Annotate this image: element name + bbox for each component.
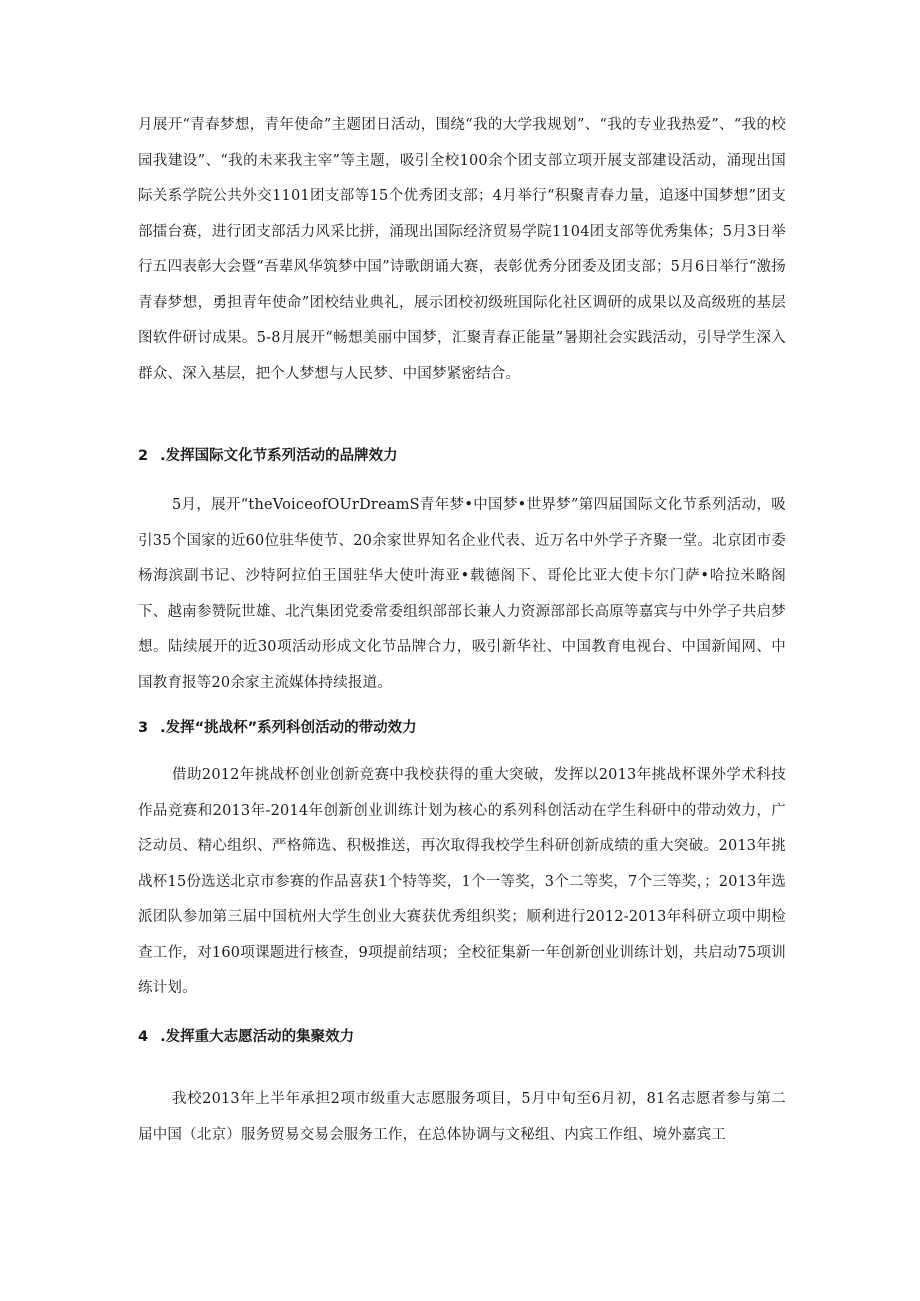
section-heading-2 <box>138 446 786 466</box>
section-number: 2 <box>138 448 149 464</box>
section-heading-4 <box>138 1027 786 1047</box>
section-title: .发挥“挑战杯”系列科创活动的带动效力 <box>160 720 417 736</box>
section-number: 3 <box>138 720 149 736</box>
section-heading-3 <box>138 718 786 738</box>
paragraph-youth-dream-activities: 月展开“青春梦想，青年使命”主题团日活动，围绕“我的大学我规划”、“我的专业我热爱”、“我的校园我建设”、“我的未来我主宰”等主题，吸引全校100余个团支部立项开展支部建设活动，涌现出国际关系学院公共外交1101团支部等15个优秀团支部；4月举行“积聚青春力量，追逐中国梦想”团支部擂台赛，进行团支部活力风采比拼，涌现出国际经济贸易学院1104团支部等优秀集体；5月3日举行五四表彰大会暨“吾辈风华筑梦中国”诗歌朗诵大赛，表彰优秀分团委及团支部；5月6日举行“激扬青春梦想，勇担青年使命”团校结业典礼，展示团校初级班国际化社区调研的成果以及高级班的基层图软件研讨成果。5-8月展开“畅想美丽中国梦，汇聚青春正能量”暑期社会实践活动，引导学生深入群众、深入基层，把个人梦想与人民梦、中国梦紧密结合。 <box>138 117 786 382</box>
section-title: .发挥重大志愿活动的集聚效力 <box>160 1029 355 1045</box>
section-title: .发挥国际文化节系列活动的品牌效力 <box>160 448 398 464</box>
section-number: 4 <box>138 1029 149 1045</box>
paragraph-volunteer-activities: 我校2013年上半年承担2项市级重大志愿服务项目，5月中旬至6月初，81名志愿者参与第二届中国（北京）服务贸易交易会服务工作，在总体协调与文秘组、内宾工作组、境外嘉宾工 <box>138 1091 786 1143</box>
paragraph-international-culture-festival: 5月，展开“theVoiceofOUrDreamS青年梦•中国梦•世界梦”第四届国际文化节系列活动，吸引35个国家的近60位驻华使节、20余家世界知名企业代表、近万名中外学子齐聚一堂。北京团市委杨海滨副书记、沙特阿拉伯王国驻华大使叶海亚•载德阁下、哥伦比亚大使卡尔门萨•哈拉米略阁下、越南参赞阮世雄、北汽集团党委常委组织部部长兼人力资源部部长高原等嘉宾与中外学子共启梦想。陆续展开的近30项活动形成文化节品牌合力，吸引新华社、中国教育电视台、中国新闻网、中国教育报等20余家主流媒体持续报道。 <box>138 497 786 691</box>
paragraph-challenge-cup: 借助2012年挑战杯创业创新竞赛中我校获得的重大突破，发挥以2013年挑战杯课外学术科技作品竞赛和2013年-2014年创新创业训练计划为核心的系列科创活动在学生科研中的带动效力，广泛动员、精心组织、严格筛选、积极推送，再次取得我校学生科研创新成绩的重大突破。2013年挑战杯15份选送北京市参赛的作品喜获1个特等奖，1个一等奖，3个二等奖，7个三等奖，；2013年选派团队参加第三届中国杭州大学生创业大赛获优秀组织奖；顺利进行2012-2013年科研立项中期检查工作，对160项课题进行核查，9项提前结项；全校征集新一年创新创业训练计划，共启动75项训练计划。 <box>138 767 786 996</box>
